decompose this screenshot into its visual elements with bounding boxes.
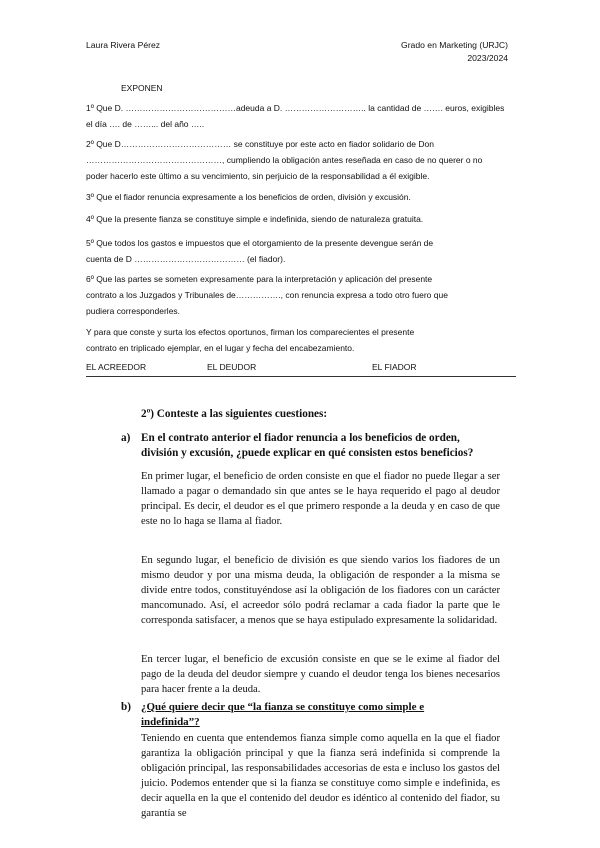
course-name: Grado en Marketing (URJC) [401, 40, 508, 50]
question-a-line-2: división y excusión, ¿puede explicar en qué consisten estos beneficios? [141, 447, 474, 459]
signature-fiador: EL FIADOR [372, 362, 417, 372]
question-b-line-2 [141, 715, 500, 730]
questions-heading: 2º) Conteste a las siguientes cuestiones: [141, 408, 328, 420]
question-a [141, 431, 500, 461]
signature-divider [86, 376, 516, 377]
answer-a-paragraph-2: En segundo lugar, el beneficio de división es que siendo varios los fiadores de un mismo deudor y por una misma deuda, la obligación de responder a la misma se divide entre todos, constituyéndose así la obligación de los fiadores con un carácter mancomunado. Así, el acreedor sólo podrá reclamar a cada fiador la parte que le corresponda satisfacer, a menos que se haya estipulado expresamente la solidaridad. [141, 555, 500, 626]
clause-2-line-3: poder hacerlo este último a su vencimiento, sin perjuicio de la responsabilidad a él exigible. [86, 171, 430, 181]
clause-2-line-2: …………………………………………, cumpliendo la obligación antes reseñada en caso de no querer o no [86, 155, 483, 165]
contract-title: EXPONEN [121, 83, 163, 93]
question-b-label: b) [121, 701, 131, 713]
clause-1-line-1: 1º Que D. …………………………………adeuda a D. ……………………….. la cantidad de ……. euros, exigibles [86, 103, 505, 113]
question-b-line-2-text: indefinida”? [141, 716, 200, 728]
clause-6-line-3: pudiera corresponderles. [86, 306, 181, 316]
question-b [141, 700, 500, 730]
question-a-line-1: En el contrato anterior el fiador renuncia a los beneficios de orden, [141, 432, 460, 444]
author-name: Laura Rivera Pérez [86, 40, 161, 50]
clause-2-line-1: 2º Que D………………………………… se constituye por este acto en fiador solidario de Don [86, 139, 434, 149]
question-a-label: a) [121, 432, 131, 444]
question-b-line-1: ¿Qué quiere decir que “la fianza se constituye como simple e [141, 701, 425, 713]
clause-5-line-2: cuenta de D ………………………………… (el fiador). [86, 254, 286, 264]
clause-3: 3º Que el fiador renuncia expresamente a los beneficios de orden, división y excusión. [86, 192, 411, 202]
academic-year: 2023/2024 [467, 53, 508, 63]
signature-acreedor: EL ACREEDOR [86, 362, 147, 372]
clause-5 [86, 235, 516, 267]
answer-a-paragraph-1: En primer lugar, el beneficio de orden consiste en que el fiador no puede llegar a ser llamado a pagar o demandado sin que antes se le haya requerido el pago al deudor principal. Es decir, el deudor es el que primero responde a la deuda y en caso de que este no lo haga se llama al fiador. [141, 471, 500, 527]
signature-deudor: EL DEUDOR [207, 362, 257, 372]
clause-4: 4º Que la presente fianza se constituye simple e indefinida, siendo de naturaleza gratuita. [86, 214, 424, 224]
answer-a-paragraph-3: En tercer lugar, el beneficio de excusión consiste en que se le exime al fiador del pago de la deuda del deudor siempre y cuando el deudor tenga los bienes necesarios para hacer frente a la deuda. [141, 654, 500, 695]
closing-paragraph [86, 324, 516, 356]
clause-2 [86, 136, 516, 184]
closing-line-1: Y para que conste y surta los efectos oportunos, firman los comparecientes el presente [86, 327, 415, 337]
clause-5-line-1: 5º Que todos los gastos e impuestos que el otorgamiento de la presente devengue serán de [86, 238, 434, 248]
closing-line-2: contrato en triplicado ejemplar, en el lugar y fecha del encabezamiento. [86, 343, 355, 353]
clause-1 [86, 100, 516, 132]
answer-b-paragraph: Teniendo en cuenta que entendemos fianza simple como aquella en la que el fiador garantiza la obligación principal y que la fianza será indefinida si comprende la obligación principal, las responsabilidades accesorias de esta e incluso los gastos del juicio. Podemos entender que si la fianza se constituye como simple e indefinida, es decir aquella en la que el contenido del deudor es idéntico al contenido del fiador, su garantía se [141, 733, 500, 819]
clause-6 [86, 271, 516, 319]
clause-6-line-1: 6º Que las partes se someten expresamente para la interpretación y aplicación del presente [86, 274, 433, 284]
clause-6-line-2: contrato a los Juzgados y Tribunales de……………., con renuncia expresa a todo otro fuero que [86, 290, 448, 300]
clause-1-line-2: el día …. de ……... del año ….. [86, 119, 205, 129]
